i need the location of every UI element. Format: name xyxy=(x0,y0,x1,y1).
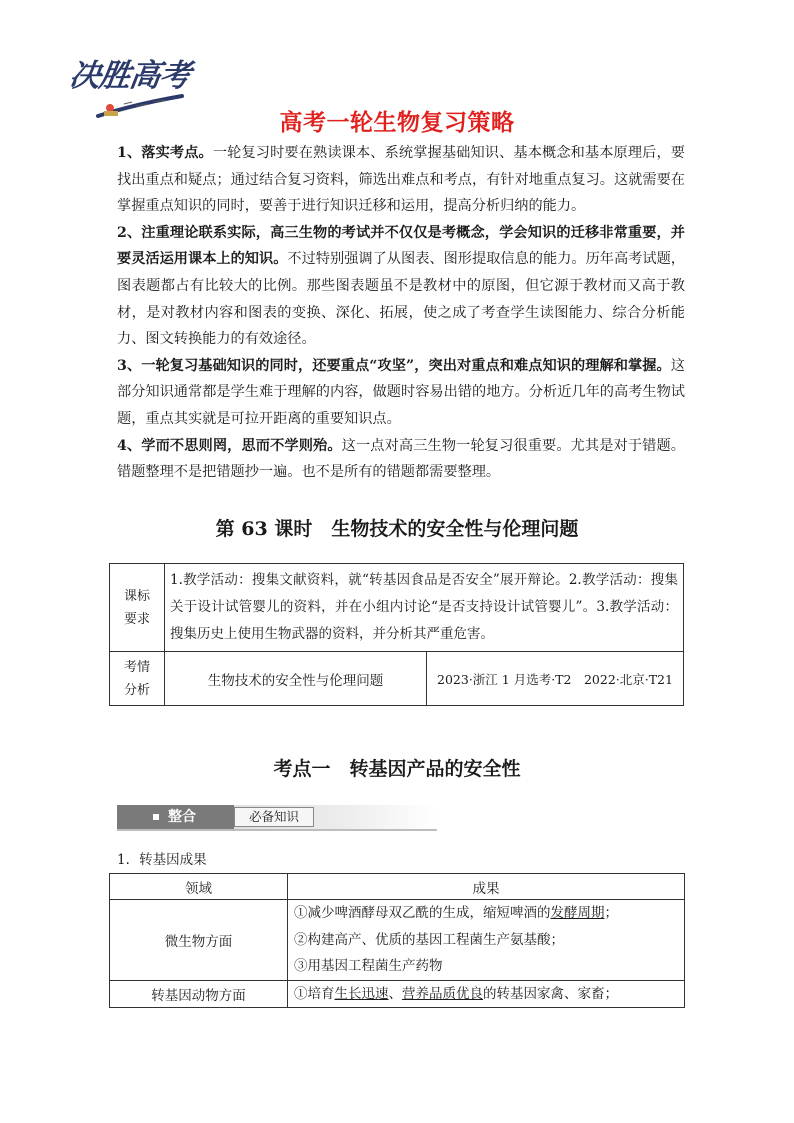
strategy-paragraph-4 xyxy=(117,433,685,486)
analysis-header xyxy=(110,652,165,706)
square-bullet-icon xyxy=(153,814,159,820)
column-header-field: 领域 xyxy=(110,874,288,900)
section-band-underline xyxy=(117,829,437,831)
table-header-row xyxy=(110,874,685,900)
page-title: 高考一轮生物复习策略 xyxy=(279,110,515,136)
result-underlined: 发酵周期 xyxy=(550,905,605,921)
strategy-lead: 1、落实考点。 xyxy=(117,145,213,161)
strategy-paragraph-2 xyxy=(117,220,685,353)
result-line xyxy=(294,900,678,927)
strategy-text: 不过特别强调了从图表、图形提取信息的能力。历年高考试题，图表题都占有比较大的比例。那些图表题虽不是教材中的原图，但它源于教材而又高于教材，是对教材内容和图表的变换、深化、拓展，使之成了考查学生读图能力、综合分析能力、图文转换能力的有效途径。 xyxy=(117,251,685,348)
strategy-lead: 3、一轮复习基础知识的同时，还要重点“攻坚”，突出对重点和难点知识的理解和掌握。 xyxy=(117,357,671,374)
section-band-label: 整合 xyxy=(168,809,196,825)
strategy-paragraph-1 xyxy=(117,140,685,220)
analysis-header-text: 考情 分析 xyxy=(123,659,150,698)
section-band-dark xyxy=(117,805,234,829)
analysis-topic: 生物技术的安全性与伦理问题 xyxy=(165,652,427,706)
table-row xyxy=(110,900,685,981)
achievements-table xyxy=(109,873,685,1008)
result-animal xyxy=(288,980,685,1008)
field-microbe: 微生物方面 xyxy=(110,900,288,981)
logo-text: 决胜高考 xyxy=(66,58,193,94)
table-row xyxy=(110,652,684,706)
section-band-tag: 必备知识 xyxy=(234,807,314,827)
requirements-header-text: 课标 要求 xyxy=(123,588,150,627)
table-row xyxy=(110,564,684,652)
result-text: 的转基因家禽、家畜； xyxy=(483,985,618,1002)
table-row xyxy=(110,980,685,1008)
result-underlined: 生长迅速 xyxy=(334,985,389,1002)
requirements-content: 1.教学活动：搜集文献资料，就“转基因食品是否安全”展开辩论。2.教学活动：搜集关于设计试管婴儿的资料，并在小组内讨论“是否支持设计试管婴儿”。3.教学活动：搜集历史上使用生物武器的资料，并分析其严重危害。 xyxy=(165,564,684,652)
strategy-paragraph-3 xyxy=(117,353,685,433)
field-animal: 转基因动物方面 xyxy=(110,980,288,1008)
strategy-text: 这一点对高三生物一轮复习很重要。尤其是对于错题。错题整理不是把错题抄一遍。也不是所有的错题都需要整理。 xyxy=(117,437,685,481)
result-underlined: 营养品质优良 xyxy=(402,985,483,1002)
sub-heading: 1．转基因成果 xyxy=(117,852,207,868)
result-text: ①减少啤酒酵母双乙酰的生成，缩短啤酒的 xyxy=(294,905,551,921)
strategy-lead: 4、学而不思则罔，思而不学则殆。 xyxy=(117,437,342,454)
strategy-text: 一轮复习时要在熟读课本、系统掌握基础知识、基本概念和基本原理后，要找出重点和疑点；通过结合复习资料，筛选出难点和考点，有针对地重点复习。这就需要在掌握重点知识的同时，要善于进行知识迁移和运用，提高分析归纳的能力。 xyxy=(117,145,685,215)
strategy-lead: 2、注重理论联系实际，高三生物的考试并不仅仅是考概念，学会知识的迁移非常重要，并要灵活运用课本上的知识。 xyxy=(117,224,685,268)
point-title: 考点一 转基因产品的安全性 xyxy=(273,758,521,780)
section-band xyxy=(117,805,437,829)
analysis-exams: 2023·浙江 1 月选考·T2 2022·北京·T21 xyxy=(427,652,684,706)
strategy-section xyxy=(117,140,685,486)
result-microbe xyxy=(288,900,685,981)
requirements-table xyxy=(109,563,684,706)
column-header-result: 成果 xyxy=(288,874,685,900)
lesson-title: 第 63 课时 生物技术的安全性与伦理问题 xyxy=(215,518,579,540)
requirements-header xyxy=(110,564,165,652)
strategy-text: 这部分知识通常都是学生难于理解的内容，做题时容易出错的地方。分析近几年的高考生物试题，重点其实就是可拉开距离的重要知识点。 xyxy=(117,357,685,427)
result-text: ； xyxy=(604,905,618,921)
result-text: 、 xyxy=(388,985,402,1002)
result-text: ①培育 xyxy=(294,985,335,1002)
result-line: ②构建高产、优质的基因工程菌生产氨基酸； xyxy=(294,931,564,948)
result-line: ③用基因工程菌生产药物 xyxy=(294,958,443,974)
